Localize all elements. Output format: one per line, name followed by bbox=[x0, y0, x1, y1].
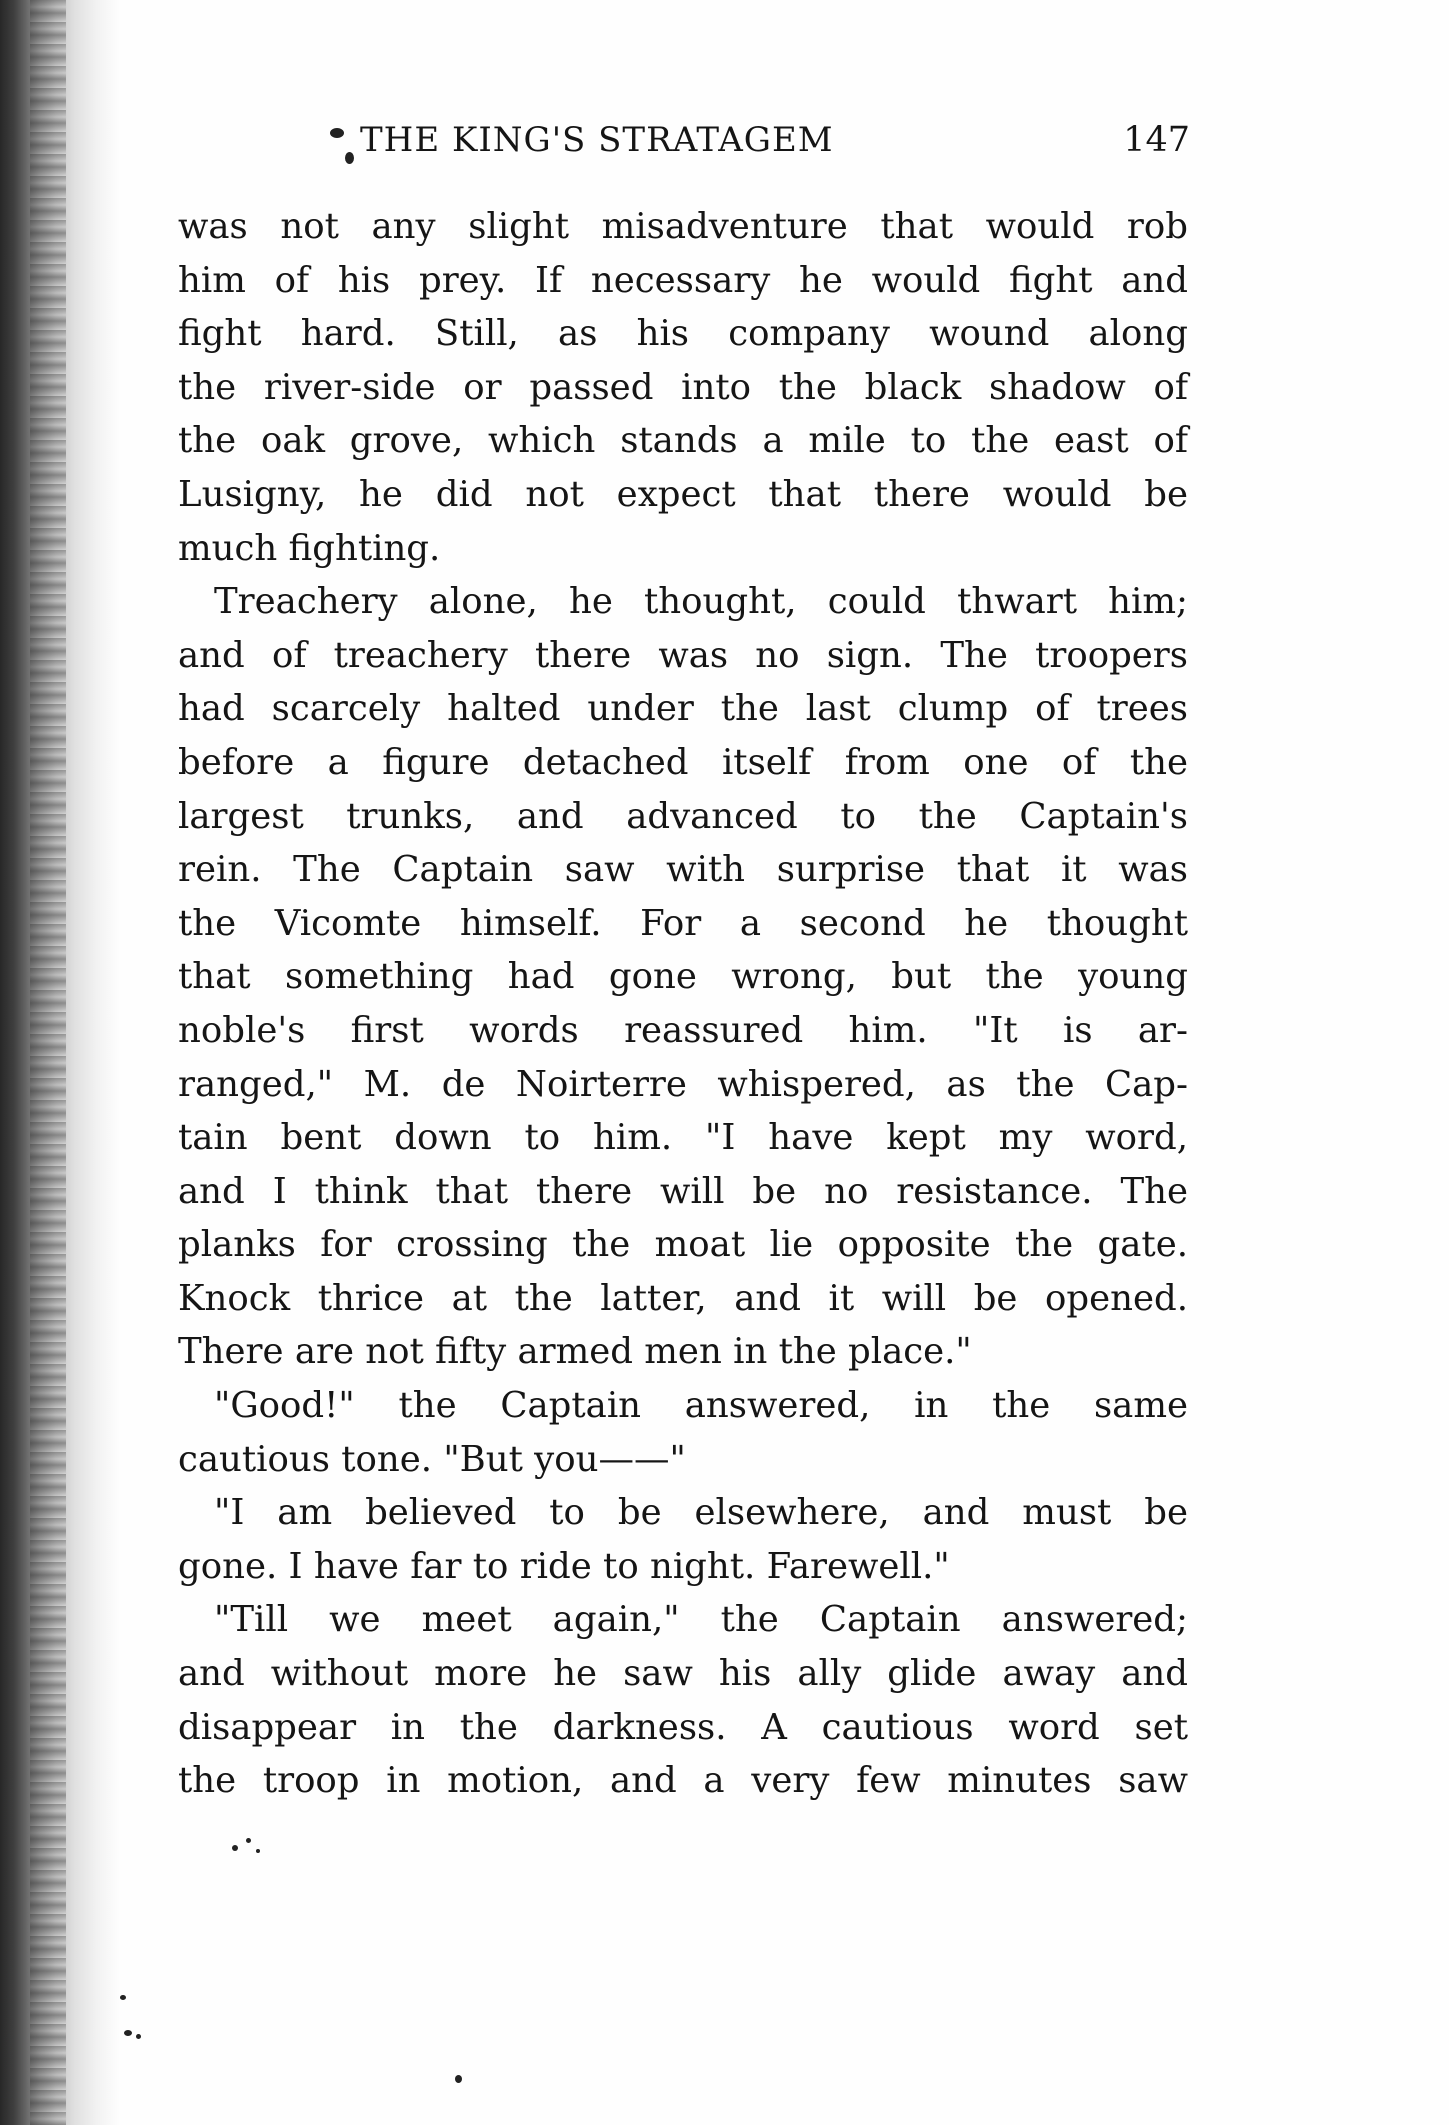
text-line: "Good!" the Captain answered, in the same bbox=[214, 1385, 1188, 1427]
text-line: Treachery alone, he thought, could thwart him; bbox=[214, 581, 1188, 623]
text-line: largest trunks, and advanced to the Captain's bbox=[178, 795, 1188, 837]
scan-speck bbox=[124, 2030, 132, 2036]
text-line: had scarcely halted under the last clump of trees bbox=[178, 688, 1188, 730]
scan-speck bbox=[136, 2034, 141, 2039]
scan-speck bbox=[455, 2075, 462, 2083]
text-line: "I am believed to be elsewhere, and must be bbox=[214, 1492, 1188, 1534]
scan-speck bbox=[120, 1995, 126, 2000]
text-line: gone. I have far to ride to night. Farewell." bbox=[178, 1545, 950, 1587]
scan-speck bbox=[246, 1838, 251, 1843]
scan-speck bbox=[345, 152, 354, 164]
running-title: THE KING'S STRATAGEM bbox=[360, 120, 834, 160]
scan-speck bbox=[330, 128, 344, 138]
page-number: 147 bbox=[1123, 120, 1190, 160]
text-line: the troop in motion, and a very few minutes saw bbox=[178, 1760, 1188, 1802]
text-line: that something had gone wrong, but the young bbox=[178, 956, 1188, 998]
scan-speck bbox=[256, 1849, 260, 1853]
text-line: him of his prey. If necessary he would fight and bbox=[178, 259, 1188, 301]
text-line: was not any slight misadventure that would rob bbox=[178, 206, 1188, 247]
text-line: disappear in the darkness. A cautious word set bbox=[178, 1706, 1188, 1748]
scan-speck bbox=[232, 1845, 238, 1851]
text-line: before a figure detached itself from one of the bbox=[178, 741, 1188, 783]
text-line: Lusigny, he did not expect that there would be bbox=[178, 473, 1188, 515]
text-line: There are not fifty armed men in the place." bbox=[178, 1331, 972, 1373]
binding-streak bbox=[30, 0, 66, 2125]
text-line: and I think that there will be no resistance. The bbox=[178, 1170, 1188, 1212]
page-header bbox=[330, 120, 1190, 180]
text-line: Knock thrice at the latter, and it will be opened. bbox=[178, 1277, 1188, 1319]
text-line: rein. The Captain saw with surprise that it was bbox=[178, 849, 1188, 891]
text-line: "Till we meet again," the Captain answered; bbox=[214, 1599, 1188, 1641]
text-line: much fighting. bbox=[178, 527, 441, 569]
text-line: the river-side or passed into the black shadow of bbox=[178, 366, 1188, 408]
text-line: the oak grove, which stands a mile to the east of bbox=[178, 420, 1188, 462]
body-text bbox=[178, 200, 1188, 1808]
text-line: ranged," M. de Noirterre whispered, as the Cap- bbox=[178, 1063, 1188, 1105]
text-line: planks for crossing the moat lie opposite the gate. bbox=[178, 1224, 1188, 1266]
text-line: tain bent down to him. "I have kept my word, bbox=[178, 1117, 1188, 1159]
text-line: and without more he saw his ally glide away and bbox=[178, 1653, 1188, 1695]
text-line: noble's first words reassured him. "It is ar- bbox=[178, 1009, 1188, 1051]
text-line: and of treachery there was no sign. The troopers bbox=[178, 634, 1188, 676]
text-line: the Vicomte himself. For a second he thought bbox=[178, 902, 1188, 944]
text-line: cautious tone. "But you——" bbox=[178, 1438, 686, 1480]
text-line: fight hard. Still, as his company wound along bbox=[178, 313, 1188, 355]
